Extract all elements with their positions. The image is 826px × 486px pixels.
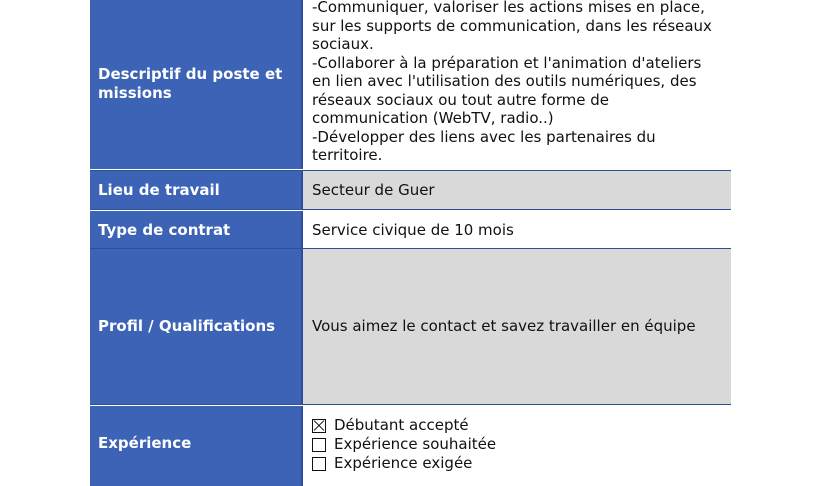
divider <box>90 404 731 405</box>
lieu-value: Secteur de Guer <box>303 171 731 209</box>
profil-value: Vous aimez le contact et savez travailler en équipe <box>303 249 731 404</box>
mission-line: sur les supports de communication, dans les réseaux <box>312 16 712 35</box>
mission-line: -Collaborer à la préparation et l'animation d'ateliers <box>312 53 702 72</box>
missions-value <box>303 0 731 169</box>
row-missions <box>90 0 731 169</box>
experience-option-exigee[interactable] <box>312 454 496 473</box>
option-label: Débutant accepté <box>334 416 469 435</box>
divider <box>90 209 731 210</box>
experience-value <box>303 406 731 486</box>
experience-label: Expérience <box>90 406 303 486</box>
missions-label-line2: missions <box>98 83 172 102</box>
mission-line: sociaux. <box>312 35 374 53</box>
mission-line: communication (WebTV, radio..) <box>312 109 554 127</box>
mission-line: territoire. <box>312 146 383 164</box>
mission-line: -Développer des liens avec les partenaires du <box>312 127 656 146</box>
missions-label-line1: Descriptif du poste et <box>98 64 283 83</box>
experience-option-souhaitee[interactable] <box>312 435 496 454</box>
type-value: Service civique de 10 mois <box>303 211 731 249</box>
lieu-label: Lieu de travail <box>90 171 303 209</box>
row-experience <box>90 406 731 486</box>
checkbox-empty-icon[interactable] <box>312 438 326 452</box>
checkbox-empty-icon[interactable] <box>312 457 326 471</box>
option-label: Expérience souhaitée <box>334 435 497 454</box>
profil-label: Profil / Qualifications <box>90 249 303 404</box>
type-label: Type de contrat <box>90 211 303 249</box>
row-profil <box>90 249 731 404</box>
option-label: Expérience exigée <box>334 454 473 473</box>
mission-line: -Communiquer, valoriser les actions mises en place, <box>312 0 705 16</box>
experience-option-debutant[interactable] <box>312 416 496 435</box>
row-type <box>90 211 731 249</box>
row-lieu <box>90 171 731 209</box>
missions-label <box>90 0 303 169</box>
mission-line: en lien avec l'utilisation des outils numériques, des <box>312 72 697 90</box>
checkbox-checked-icon[interactable] <box>312 419 326 433</box>
mission-line: réseaux sociaux ou tout autre forme de <box>312 90 610 109</box>
